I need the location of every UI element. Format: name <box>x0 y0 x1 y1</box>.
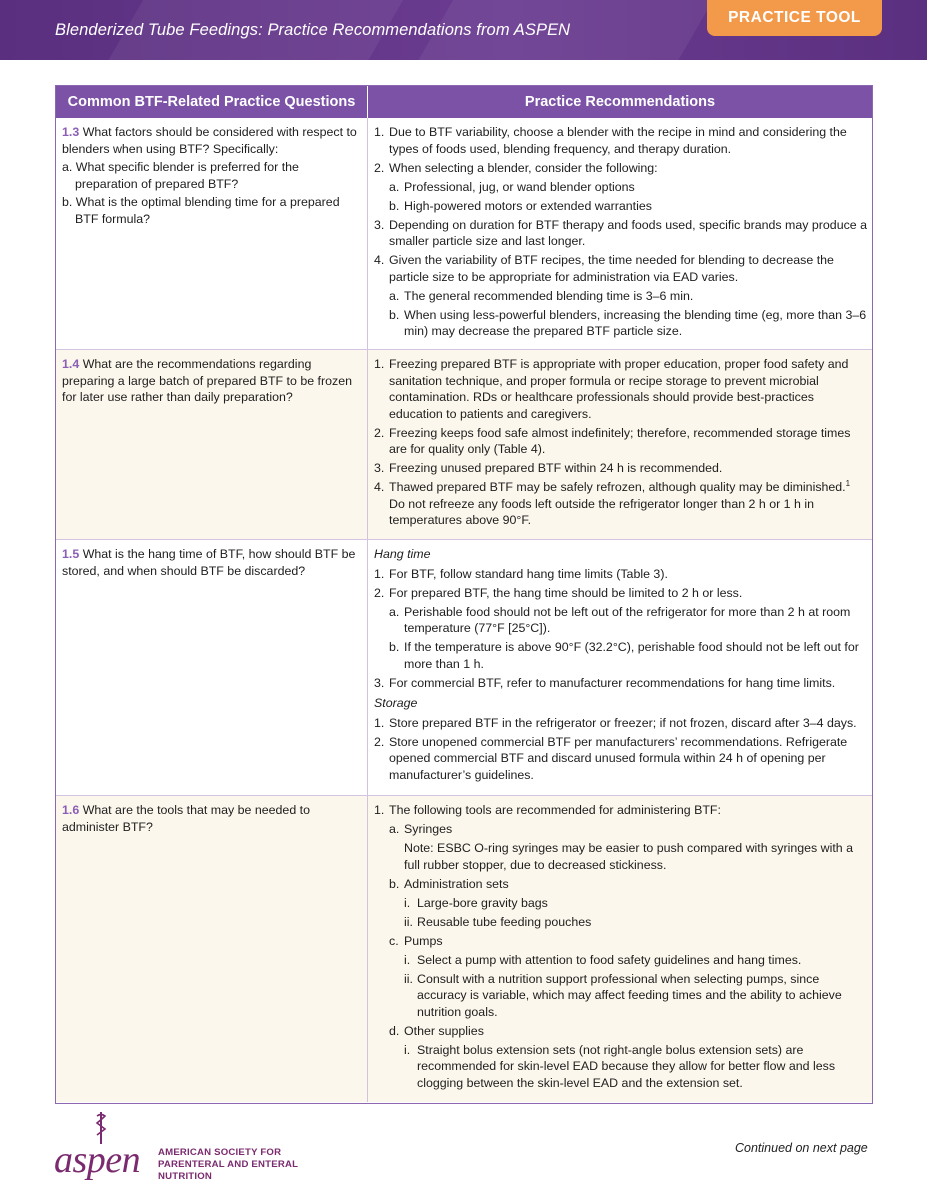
question-subitem: b. What is the optimal blending time for a prepared BTF formula? <box>62 195 340 226</box>
list-marker: 2. <box>374 734 385 749</box>
list-marker: 2. <box>374 425 385 440</box>
list-marker: 3. <box>374 675 385 690</box>
recommendation-item <box>374 479 868 529</box>
list-marker: 4. <box>374 253 385 267</box>
recommendation-item <box>374 604 868 637</box>
list-marker: b. <box>389 640 400 654</box>
recommendation-text: Professional, jug, or wand blender options <box>404 179 635 194</box>
list-marker: b. <box>389 307 400 322</box>
recommendation-text: Freezing keeps food safe almost indefinitely; therefore, recommended storage times are for quality only (Table 4). <box>389 425 851 456</box>
question-text: 1.4 What are the recommendations regarding preparing a large batch of prepared BTF to be frozen for later use rather than daily preparation? <box>62 357 352 404</box>
recommendation-text: Store prepared BTF in the refrigerator or freezer; if not frozen, discard after 3–4 days. <box>389 715 857 730</box>
recommendation-item <box>374 160 868 177</box>
recommendation-text: Given the variability of BTF recipes, the time needed for blending to decrease the particle size to be appropriate for administration via EAD varies. <box>389 253 834 284</box>
list-marker: a. <box>389 179 400 194</box>
recommendation-text: Freezing prepared BTF is appropriate with proper education, proper food safety and sanitation technique, and proper formula or recipe storage to prevent microbial contamination. RDs or healthcare professionals should provide best-practices education to patients and caregivers. <box>389 357 849 421</box>
list-marker: 1. <box>374 125 385 139</box>
question-text: 1.5 What is the hang time of BTF, how should BTF be stored, and when should BTF be discarded? <box>62 547 356 578</box>
practice-tool-tab: PRACTICE TOOL <box>707 0 882 36</box>
recommendation-item <box>374 566 868 583</box>
continued-note: Continued on next page <box>735 1141 868 1155</box>
recommendation-item <box>374 734 868 784</box>
recommendation-text: For prepared BTF, the hang time should be limited to 2 h or less. <box>389 585 743 600</box>
recommendation-text: High-powered motors or extended warranties <box>404 198 652 213</box>
recommendation-item <box>374 675 868 692</box>
recommendation-item <box>374 895 868 912</box>
list-marker: 2. <box>374 585 385 600</box>
list-marker: 1. <box>374 803 385 817</box>
storage-list <box>374 715 868 784</box>
recommendation-item <box>374 460 868 477</box>
recommendation-item <box>374 802 868 819</box>
list-marker: 4. <box>374 480 385 494</box>
recommendation-text: Select a pump with attention to food safety guidelines and hang times. <box>417 952 802 967</box>
recommendation-text: Other supplies <box>404 1023 484 1038</box>
recommendation-item <box>374 425 868 458</box>
recommendation-text: For commercial BTF, refer to manufacturer recommendations for hang time limits. <box>389 675 836 690</box>
recommendation-text: If the temperature is above 90°F (32.2°C), perishable food should not be left out for more than 1 h. <box>404 640 859 671</box>
hang-time-heading: Hang time <box>374 547 431 561</box>
document-title: Blenderized Tube Feedings: Practice Recommendations from ASPEN <box>55 21 571 39</box>
table-row <box>56 539 872 795</box>
question-text: 1.3 What factors should be considered with respect to blenders when using BTF? Specifically: <box>62 125 357 156</box>
recommendation-note: Note: ESBC O-ring syringes may be easier to push compared with syringes with a full rubber stopper, due to decreased stickiness. <box>404 841 854 872</box>
aspen-logo <box>54 1112 314 1182</box>
recommendation-text: Thawed prepared BTF may be safely refrozen, although quality may be diminished.$^1$ Do not refreeze any foods left outside the refrigerator longer than 2 h or 1 h in temperatures above 90°F. <box>389 478 851 527</box>
recommendation-item <box>374 124 868 157</box>
list-marker: 1. <box>374 566 385 581</box>
table-row <box>56 118 872 349</box>
recommendation-item <box>374 914 868 931</box>
recommendation-text: Straight bolus extension sets (not right-angle bolus extension sets) are recommended for skin-level EAD because they allow for better flow and less clogging between the skin-level EAD and the extension set. <box>417 1042 836 1090</box>
recommendation-text: Depending on duration for BTF therapy and foods used, specific brands may produce a smaller particle size and last longer. <box>389 217 868 248</box>
column-header-questions: Common BTF-Related Practice Questions <box>56 86 368 118</box>
list-marker: d. <box>389 1023 400 1038</box>
recommendation-text: Large-bore gravity bags <box>417 895 548 910</box>
list-marker: a. <box>389 822 400 836</box>
question-cell <box>56 118 368 349</box>
question-number: 1.3 <box>62 125 80 139</box>
table-header <box>56 86 872 118</box>
logo-organization-name: AMERICAN SOCIETY FOR PARENTERAL AND ENTERAL NUTRITION <box>158 1147 298 1182</box>
recommendation-text: Reusable tube feeding pouches <box>417 914 592 929</box>
list-marker: 1. <box>374 715 385 730</box>
list-marker: b. <box>389 876 400 891</box>
recommendations-table <box>55 85 873 1104</box>
list-marker: i. <box>404 895 411 910</box>
question-subitem: a. What specific blender is preferred for the preparation of prepared BTF? <box>62 160 299 191</box>
recommendation-item <box>374 876 868 893</box>
list-marker: c. <box>389 933 399 948</box>
question-cell <box>56 350 368 539</box>
recommendation-item <box>374 179 868 196</box>
recommendation-item <box>374 307 868 340</box>
recommendation-item <box>374 639 868 672</box>
recommendation-item <box>374 952 868 969</box>
question-number: 1.6 <box>62 803 80 817</box>
question-cell <box>56 540 368 795</box>
recommendation-text: The following tools are recommended for administering BTF: <box>389 803 721 817</box>
recommendation-item <box>374 288 868 305</box>
recommendation-text: Administration sets <box>404 876 509 891</box>
recommendation-text: When using less-powerful blenders, increasing the blending time (eg, more than 3–6 min) may decrease the prepared BTF particle size. <box>404 307 867 338</box>
recommendation-item <box>374 585 868 602</box>
list-marker: 1. <box>374 357 385 371</box>
recommendation-text: Consult with a nutrition support professional when selecting pumps, since accuracy is variable, which may affect feeding times and the ability to achieve nutrition goals. <box>417 971 842 1019</box>
list-marker: i. <box>404 952 411 967</box>
storage-heading: Storage <box>374 696 418 710</box>
list-marker: 3. <box>374 461 385 475</box>
recommendation-cell <box>368 796 872 1102</box>
recommendation-item <box>374 821 868 838</box>
list-marker: ii. <box>404 914 413 929</box>
question-number: 1.4 <box>62 357 80 371</box>
list-marker: i. <box>404 1042 411 1057</box>
recommendation-text: Store unopened commercial BTF per manufacturers’ recommendations. Refrigerate opened commercial BTF and discard unused formula within 24 h of opening per manufacturer’s guidelines. <box>389 734 848 782</box>
table-row <box>56 349 872 539</box>
recommendation-item <box>374 1042 868 1092</box>
recommendation-item <box>374 971 868 1021</box>
recommendation-text: Freezing unused prepared BTF within 24 h is recommended. <box>389 461 723 475</box>
question-cell <box>56 796 368 1102</box>
recommendation-item <box>374 715 868 732</box>
list-marker: a. <box>389 604 400 619</box>
recommendation-text: Perishable food should not be left out of the refrigerator for more than 2 h at room temperature (77°F [25°C]). <box>404 604 851 635</box>
list-marker: 2. <box>374 160 385 175</box>
table-row <box>56 795 872 1102</box>
recommendation-cell <box>368 118 872 349</box>
recommendation-item <box>374 356 868 422</box>
recommendation-item <box>374 933 868 950</box>
logo-wordmark: aspen <box>54 1139 141 1181</box>
question-text: 1.6 What are the tools that may be needed to administer BTF? <box>62 803 310 834</box>
recommendation-text: Syringes <box>404 822 453 836</box>
recommendation-text: Due to BTF variability, choose a blender with the recipe in mind and considering the types of foods used, blending frequency, and therapy duration. <box>389 125 847 156</box>
question-number: 1.5 <box>62 547 80 561</box>
recommendation-text: The general recommended blending time is 3–6 min. <box>404 288 694 303</box>
recommendation-text: When selecting a blender, consider the following: <box>389 160 658 175</box>
recommendation-item <box>374 198 868 215</box>
column-header-recommendations: Practice Recommendations <box>524 94 716 110</box>
list-marker: b. <box>389 198 400 213</box>
recommendation-cell <box>368 350 872 539</box>
recommendation-cell <box>368 540 872 795</box>
recommendation-item <box>374 252 868 285</box>
list-marker: a. <box>389 288 400 303</box>
recommendation-item <box>374 217 868 250</box>
list-marker: ii. <box>404 971 413 986</box>
recommendation-text: Pumps <box>404 933 443 948</box>
recommendation-item <box>374 1023 868 1040</box>
list-marker: 3. <box>374 217 385 232</box>
hang-time-list <box>374 566 868 692</box>
recommendation-text: For BTF, follow standard hang time limits (Table 3). <box>389 566 668 581</box>
